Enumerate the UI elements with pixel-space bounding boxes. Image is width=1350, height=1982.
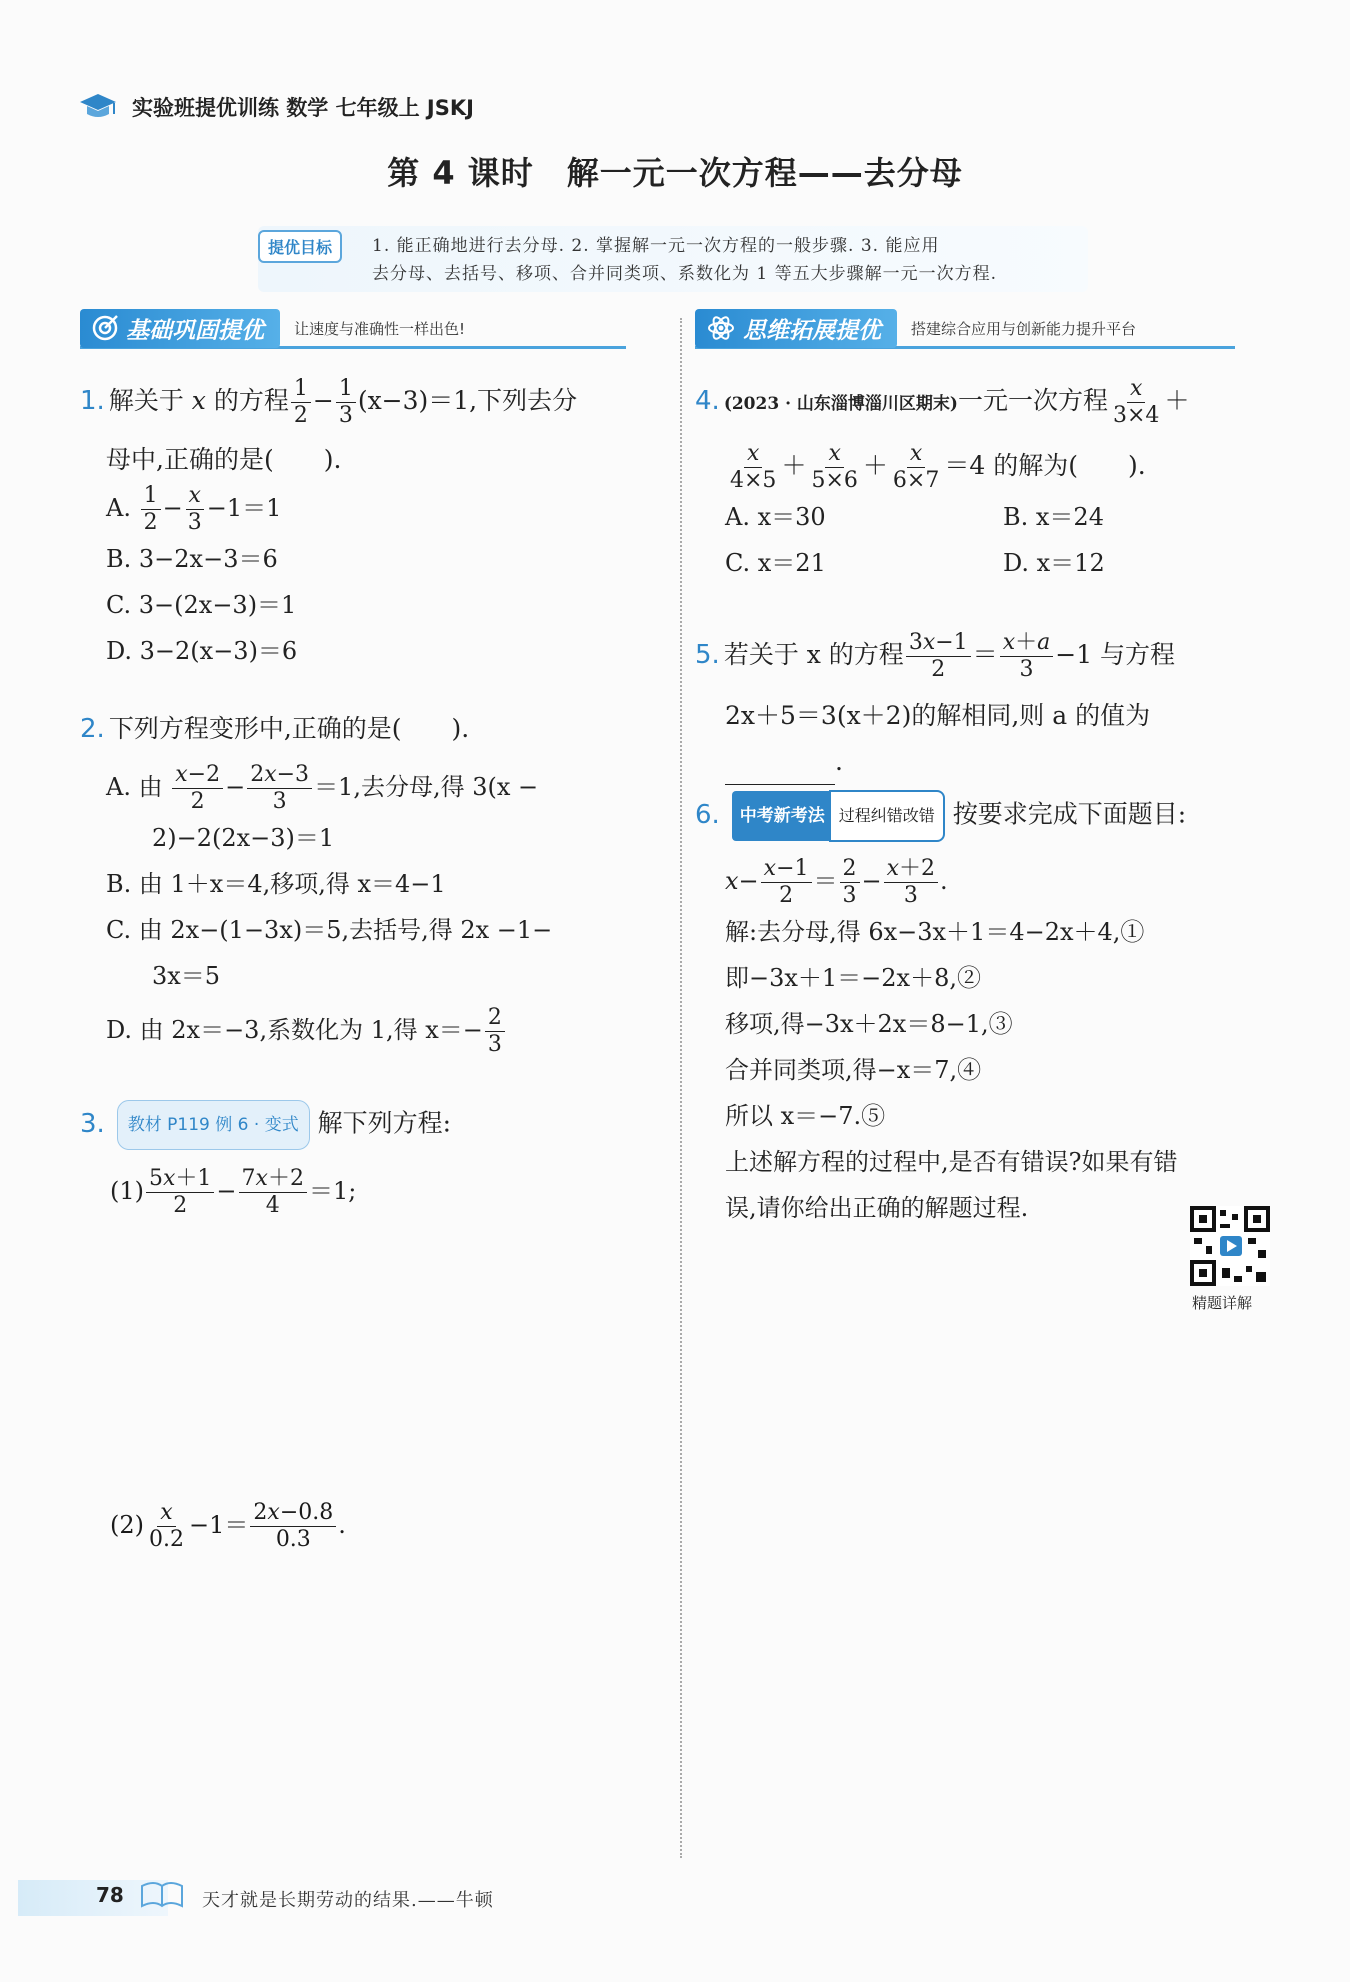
column-divider bbox=[680, 318, 682, 1858]
question-2-number: 2. bbox=[80, 714, 105, 744]
q6-eq-tail: . bbox=[940, 867, 948, 895]
q6-frac1: $\frac{x-1}{2}$ bbox=[761, 856, 812, 909]
right-section-subtitle: 搭建综合应用与创新能力提升平台 bbox=[911, 319, 1137, 338]
question-4-number: 4. bbox=[695, 386, 720, 416]
q1-stem-c: (x−3)＝1,下列去分 bbox=[357, 386, 578, 415]
q1-stem-b: 的方程 bbox=[213, 386, 289, 415]
left-section-header bbox=[80, 310, 626, 349]
q5-stem-c: 2x＋5＝3(x＋2)的解相同,则 a 的值为 bbox=[725, 701, 1151, 730]
q2-stem: 下列方程变形中,正确的是( ). bbox=[108, 714, 470, 743]
q4-stem-b: ＝4 的解为( ). bbox=[944, 451, 1146, 480]
q3-part-1-tail: ＝1; bbox=[308, 1177, 357, 1205]
q6-solution-step-4: 合并同类项,得−x＝7,④ bbox=[725, 1056, 982, 1084]
q1-option-a-frac2: $\frac{x}{3}$ bbox=[185, 483, 205, 536]
q1-option-c: C. 3−(2x−3)＝1 bbox=[106, 591, 297, 619]
q4-stem-a: 一元一次方程 bbox=[957, 386, 1108, 415]
target-icon bbox=[92, 315, 118, 341]
book-icon bbox=[138, 1872, 188, 1912]
question-6-number: 6. bbox=[695, 799, 720, 830]
q1-option-a-frac1: $\frac{1}{2}$ bbox=[141, 483, 161, 536]
q3-part-2-tail: . bbox=[338, 1511, 346, 1539]
q6-stem: 按要求完成下面题目: bbox=[952, 799, 1187, 829]
q6-solution-step-2: 即−3x＋1＝−2x＋8,② bbox=[725, 964, 981, 992]
goals-line-1: 1. 能正确地进行去分母. 2. 掌握解一元一次方程的一般步骤. 3. 能应用 bbox=[372, 236, 940, 256]
q4-line-2: $\frac{x}{4\times 5}$ ＋ $\frac{x}{5\times 6}$ ＋ $\frac{x}{6\times 7}$ ＝4 的解为( ). bbox=[695, 441, 1285, 494]
q5-answer-line bbox=[695, 739, 1285, 785]
q1-option-a: A. $\frac{1}{2}$ − $\frac{x}{3}$ −1＝1 bbox=[106, 483, 282, 535]
q1-option-b: B. 3−2x−3＝6 bbox=[106, 545, 278, 573]
goals-line-2: 去分母、去括号、移项、合并同类项、系数化为 1 等五大步骤解一元一次方程. bbox=[372, 264, 998, 284]
atom-icon bbox=[707, 314, 735, 342]
q6-frac3: $\frac{x+2}{3}$ bbox=[884, 856, 938, 909]
q2-option-d bbox=[80, 1005, 670, 1058]
q4-option-c: C. x＝21 bbox=[725, 549, 826, 577]
q5-blank[interactable] bbox=[725, 758, 835, 785]
question-3 bbox=[80, 1100, 670, 1219]
q4-source: (2023 · 山东淄博淄川区期末) bbox=[723, 394, 958, 414]
left-section-label bbox=[80, 309, 280, 348]
left-section-title: 基础巩固提优 bbox=[126, 317, 264, 344]
qr-code-icon[interactable] bbox=[1190, 1206, 1270, 1286]
q6-tag-correction: 过程纠错改错 bbox=[829, 790, 945, 842]
q4-option-b: B. x＝24 bbox=[1003, 503, 1104, 531]
qr-label: 精题详解 bbox=[1192, 1294, 1253, 1312]
q3-part-2 bbox=[110, 1500, 346, 1553]
q2-option-b: B. 由 1＋x＝4,移项,得 x＝4−1 bbox=[106, 870, 446, 898]
right-section-label bbox=[695, 309, 897, 348]
question-4: 4. (2023 · 山东淄博淄川区期末)一元一次方程 $\frac{x}{3\times 4}$ ＋ $\frac{x}{4\times 5}$ ＋ $\frac{x}{5\times 6}$ ＋ $\frac{x}{6\times 7}$ ＝4 的解为( ). A. x＝30 B. x＝24 C. x＝21 D. x＝12 bbox=[695, 376, 1285, 586]
q6-equation: x− $\frac{x-1}{2}$ ＝ $\frac{2}{3}$ − $\frac{x+2}{3}$ . bbox=[725, 856, 948, 908]
page-number: 78 bbox=[96, 1883, 124, 1907]
q3-part-1-frac2: $\frac{7x+2}{4}$ bbox=[239, 1166, 307, 1219]
q1-frac-third: $\frac{1}{3}$ bbox=[336, 376, 356, 429]
q3-textbook-tag: 教材 P119 例 6 · 变式 bbox=[117, 1100, 310, 1150]
q2-option-c-line2: 3x＝5 bbox=[152, 962, 221, 990]
lesson-title: 第 4 课时 解一元一次方程——去分母 bbox=[387, 154, 963, 192]
q6-solution-step-1: 解:去分母,得 6x−3x＋1＝4−2x＋4,① bbox=[725, 918, 1145, 946]
q1-stem-a: 解关于 bbox=[108, 386, 184, 415]
q4-option-d: D. x＝12 bbox=[1003, 549, 1105, 577]
goals-text bbox=[372, 232, 1092, 288]
q4-frac2: $\frac{x}{4\times 5}$ bbox=[730, 441, 777, 493]
q5-frac1: $\frac{3x-1}{2}$ bbox=[906, 630, 971, 683]
graduation-cap-icon bbox=[78, 92, 118, 122]
question-5-number: 5. bbox=[695, 640, 720, 670]
q2-option-a-pre: A. 由 bbox=[106, 773, 163, 801]
q3-part-2-label: (2) bbox=[110, 1511, 144, 1539]
q2-option-a-mid: ＝1,去分母,得 3(x − bbox=[314, 773, 539, 801]
q3-part-1: (1) $\frac{5x+1}{2}$ − $\frac{7x+2}{4}$ ＝1; bbox=[110, 1166, 357, 1218]
q4-options-row1 bbox=[695, 494, 1285, 540]
q6-frac2: $\frac{2}{3}$ bbox=[840, 856, 860, 909]
q2-option-a: A. 由 $\frac{x-2}{2}$ − $\frac{2x-3}{3}$ ＝1,去分母,得 3(x − bbox=[106, 762, 539, 814]
q3-stem: 解下列方程: bbox=[317, 1108, 452, 1138]
q5-stem-a: 若关于 x 的方程 bbox=[723, 640, 904, 669]
book-header bbox=[78, 92, 474, 122]
q4-options-row2 bbox=[695, 540, 1285, 586]
q3-part-2-mid: −1＝ bbox=[189, 1511, 249, 1539]
q4-frac1: $\frac{x}{3\times 4}$ bbox=[1113, 376, 1160, 428]
q3-part-2-frac2: $\frac{2x-0.8}{0.3}$ bbox=[250, 1500, 336, 1553]
q1-option-a-tail: −1＝1 bbox=[206, 494, 282, 522]
q6-ask-line-2: 误,请你给出正确的解题过程. bbox=[725, 1194, 1029, 1222]
q6-ask-line-1: 上述解方程的过程中,是否有错误?如果有错 bbox=[725, 1148, 1178, 1176]
q3-part-1-label: (1) bbox=[110, 1177, 144, 1205]
q2-option-a-frac1: $\frac{x-2}{2}$ bbox=[172, 762, 223, 815]
q5-frac2: $\frac{x+a}{3}$ bbox=[1000, 630, 1054, 683]
q5-stem-d: . bbox=[835, 747, 843, 776]
goals-tag: 提优目标 bbox=[258, 230, 342, 263]
q4-frac4: $\frac{x}{6\times 7}$ bbox=[892, 441, 940, 493]
q1-option-d: D. 3−2(x−3)＝6 bbox=[106, 637, 298, 665]
q2-option-c-line1: C. 由 2x−(1−3x)＝5,去括号,得 2x −1− bbox=[106, 916, 553, 944]
q6-solution-step-5: 所以 x＝−7.⑤ bbox=[725, 1102, 886, 1130]
q2-option-d-pre: D. 由 2x＝−3,系数化为 1,得 x＝− bbox=[106, 1016, 483, 1044]
q4-frac3: $\frac{x}{5\times 6}$ bbox=[811, 441, 858, 493]
q2-option-d-frac: $\frac{2}{3}$ bbox=[485, 1005, 505, 1058]
q1-var: x bbox=[191, 386, 206, 415]
q4-option-a: A. x＝30 bbox=[725, 503, 826, 531]
question-6 bbox=[695, 790, 1285, 1231]
q6-solution-step-3: 移项,得−3x＋2x＝8−1,③ bbox=[725, 1010, 1013, 1038]
question-2 bbox=[80, 706, 670, 1058]
right-section-title: 思维拓展提优 bbox=[743, 317, 881, 344]
q3-part-2-frac1: $\frac{x}{0.2}$ bbox=[149, 1500, 184, 1552]
question-3-number: 3. bbox=[80, 1108, 105, 1139]
q1-option-a-label: A. bbox=[106, 494, 131, 522]
q1-stem-d: 母中,正确的是( ). bbox=[106, 445, 342, 474]
left-section-subtitle: 让速度与准确性一样出色! bbox=[294, 319, 466, 338]
question-5: 5. 若关于 x 的方程 $\frac{3x-1}{2}$ ＝ $\frac{x+a}{3}$ −1 与方程 2x＋5＝3(x＋2)的解相同,则 a 的值为 . bbox=[695, 630, 1285, 785]
question-1: 1. 解关于 x 的方程 $\frac{1}{2}$ − $\frac{1}{3}$ (x−3)＝1,下列去分 母中,正确的是( ). A. $\frac{1}{2}$ − $\frac{x}{3}$ −1＝1 B. 3−2x−3＝6 C. 3−(2x−3)＝1 D. 3−2(x−3)＝6 bbox=[80, 376, 670, 674]
question-1-number: 1. bbox=[80, 386, 105, 416]
right-section-header bbox=[695, 310, 1235, 349]
footer-quote: 天才就是长期劳动的结果.——牛顿 bbox=[202, 1890, 494, 1911]
q2-option-a-frac2: $\frac{2x-3}{3}$ bbox=[247, 762, 312, 815]
q1-frac-half: $\frac{1}{2}$ bbox=[291, 376, 311, 429]
q5-stem-b: −1 与方程 bbox=[1055, 640, 1176, 669]
q2-option-a-line2: 2)−2(2x−3)＝1 bbox=[152, 824, 335, 852]
q6-tag-new-method: 中考新考法 bbox=[732, 791, 833, 841]
q3-part-1-frac1: $\frac{5x+1}{2}$ bbox=[146, 1166, 214, 1219]
book-title: 实验班提优训练 数学 七年级上 JSKJ bbox=[132, 96, 474, 120]
